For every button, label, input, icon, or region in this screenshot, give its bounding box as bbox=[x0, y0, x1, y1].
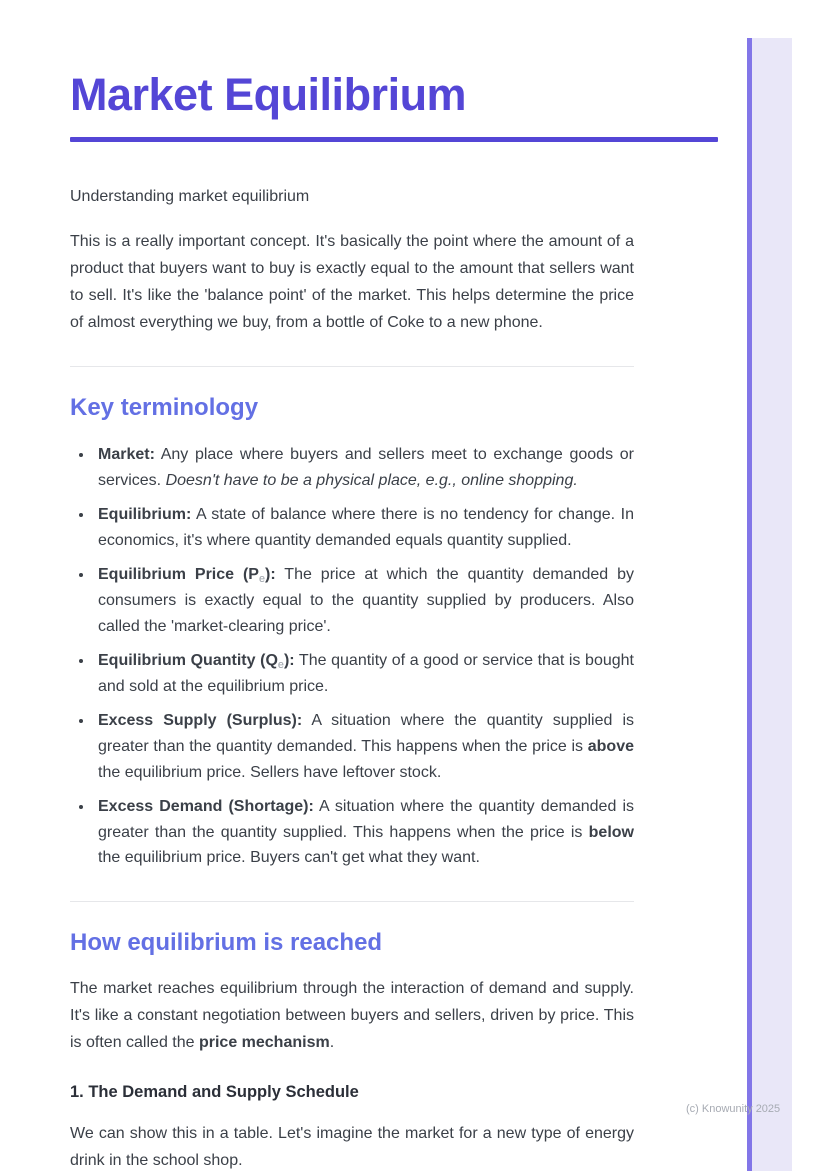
terminology-list bbox=[70, 442, 634, 871]
term-item-excess-supply: • Excess Supply (Surplus): A situation where the quantity supplied is greater than the quantity demanded. This happens when the price is above the equilibrium price. Sellers have leftover stock. bbox=[94, 708, 634, 785]
intro-paragraph: This is a really important concept. It's basically the point where the amount of a product that buyers want to buy is exactly equal to the amount that sellers want to sell. It's like the 'balance point' of the market. This helps determine the price of almost everything we buy, from a bottle of Coke to a new phone. bbox=[70, 232, 634, 331]
section-divider bbox=[70, 366, 634, 367]
section-divider bbox=[70, 901, 634, 902]
intro-label: Understanding market equilibrium bbox=[70, 187, 310, 205]
how-equilibrium-paragraph: The market reaches equilibrium through the interaction of demand and supply. It's like a constant negotiation between buyers and sellers, driven by price. This is often called the price mechanism. bbox=[70, 979, 634, 1051]
subheading-demand-supply-schedule: 1. The Demand and Supply Schedule bbox=[70, 1083, 359, 1102]
section-heading-how-equilibrium: How equilibrium is reached bbox=[70, 928, 383, 956]
term-item-equilibrium-quantity: • Equilibrium Quantity $(Q_e)$: The quantity of a good or service that is bought and sold at the equilibrium price. bbox=[94, 648, 634, 699]
schedule-intro-paragraph: We can show this in a table. Let's imagine the market for a new type of energy drink in the school shop. bbox=[70, 1125, 634, 1170]
document-content bbox=[70, 0, 718, 1171]
copyright-note: (c) Knowunity 2025 bbox=[686, 1103, 781, 1115]
page-title: Market Equilibrium bbox=[70, 69, 467, 120]
term-item-market: • Market: Any place where buyers and sellers meet to exchange goods or services. Doesn't have to be a physical place, e.g., online shopping. bbox=[94, 442, 634, 493]
title-underline-rule bbox=[70, 137, 718, 142]
term-item-equilibrium: • Equilibrium: A state of balance where there is no tendency for change. In economics, it's where quantity demanded equals quantity supplied. bbox=[94, 502, 634, 553]
term-item-equilibrium-price: • Equilibrium Price $(P_e)$: The price at which the quantity demanded by consumers is exactly equal to the quantity supplied by producers. Also called the 'market-clearing price'. bbox=[94, 562, 634, 639]
term-item-excess-demand: • Excess Demand (Shortage): A situation where the quantity demanded is greater than the quantity supplied. This happens when the price is below the equilibrium price. Buyers can't get what they want. bbox=[94, 794, 634, 871]
page-edge-strip bbox=[747, 38, 792, 1171]
section-heading-key-terminology: Key terminology bbox=[70, 394, 259, 422]
